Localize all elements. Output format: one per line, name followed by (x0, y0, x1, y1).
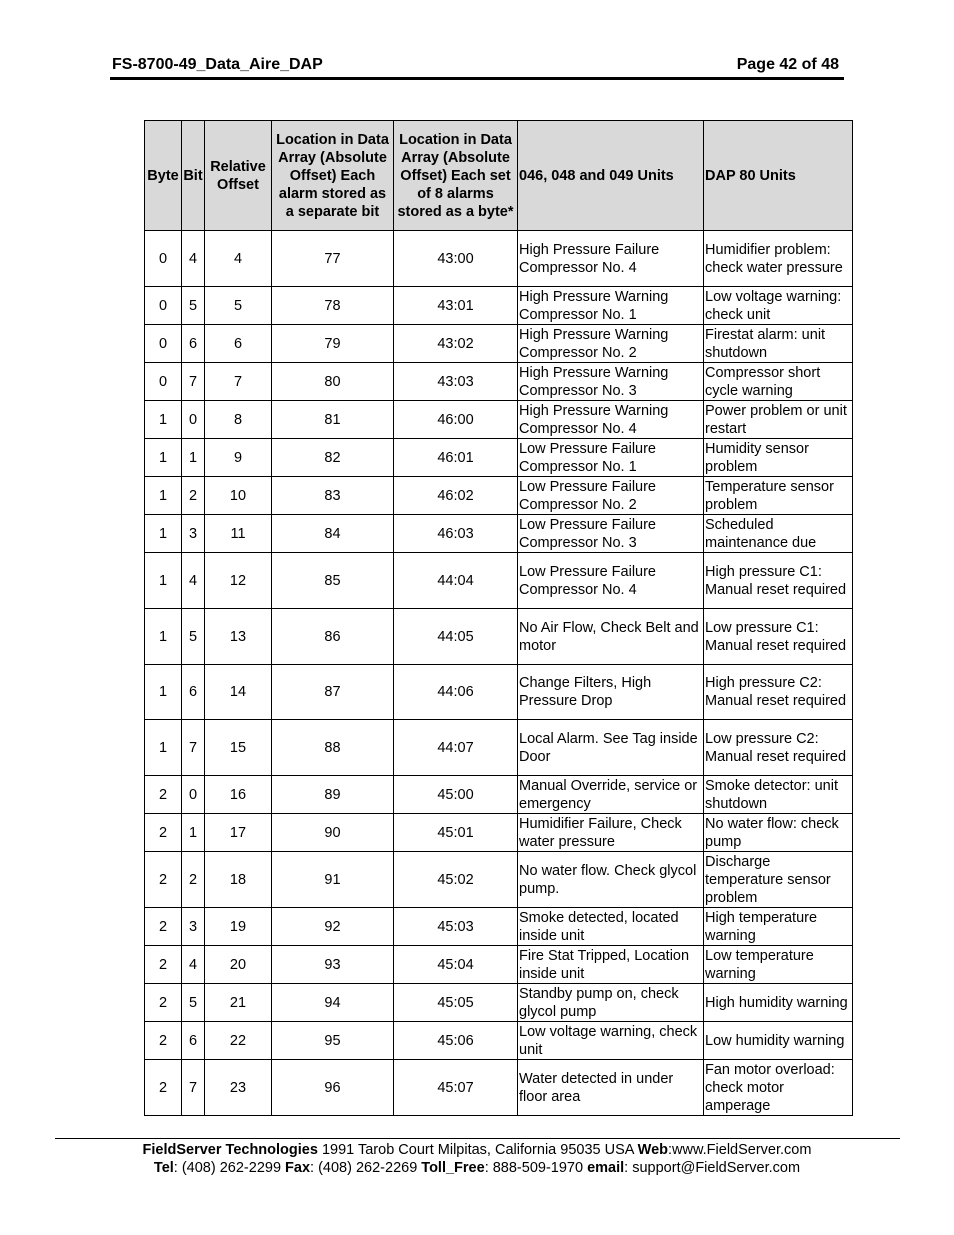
cell-byte-location: 46:00 (394, 401, 518, 439)
cell-relative-offset: 6 (205, 325, 272, 363)
cell-byte-location: 45:06 (394, 1022, 518, 1060)
cell-relative-offset: 23 (205, 1060, 272, 1116)
cell-bit-location: 95 (272, 1022, 394, 1060)
cell-046-units: Water detected in under floor area (518, 1060, 704, 1116)
table-row (145, 439, 853, 477)
cell-bit: 2 (182, 477, 205, 515)
cell-relative-offset: 14 (205, 665, 272, 720)
cell-bit-location: 77 (272, 231, 394, 287)
footer-address: 1991 Tarob Court Milpitas, California 95035 USA (317, 1142, 638, 1158)
cell-relative-offset: 10 (205, 477, 272, 515)
table-row (145, 231, 853, 287)
cell-046-units: High Pressure Warning Compressor No. 2 (518, 325, 704, 363)
table-row (145, 363, 853, 401)
cell-046-units: Change Filters, High Pressure Drop (518, 665, 704, 720)
cell-bit: 6 (182, 325, 205, 363)
cell-byte: 2 (145, 776, 182, 814)
cell-byte-location: 45:01 (394, 814, 518, 852)
cell-byte: 1 (145, 515, 182, 553)
cell-byte: 1 (145, 401, 182, 439)
cell-byte: 1 (145, 477, 182, 515)
cell-dap80-units: Humidifier problem: check water pressure (704, 231, 853, 287)
table-row (145, 287, 853, 325)
cell-byte-location: 43:00 (394, 231, 518, 287)
table-row (145, 1060, 853, 1116)
cell-relative-offset: 9 (205, 439, 272, 477)
cell-byte: 1 (145, 665, 182, 720)
cell-bit: 1 (182, 814, 205, 852)
cell-dap80-units: High pressure C2: Manual reset required (704, 665, 853, 720)
cell-dap80-units: Firestat alarm: unit shutdown (704, 325, 853, 363)
cell-byte: 2 (145, 1060, 182, 1116)
cell-046-units: Low Pressure Failure Compressor No. 4 (518, 553, 704, 609)
cell-byte-location: 45:05 (394, 984, 518, 1022)
cell-byte-location: 43:01 (394, 287, 518, 325)
header-bit-location: Location in Data Array (Absolute Offset) Each alarm stored as a separate bit (272, 121, 394, 231)
table-body (145, 231, 853, 1116)
table-row (145, 984, 853, 1022)
cell-relative-offset: 7 (205, 363, 272, 401)
cell-byte-location: 44:06 (394, 665, 518, 720)
cell-bit-location: 94 (272, 984, 394, 1022)
cell-bit-location: 92 (272, 908, 394, 946)
cell-relative-offset: 19 (205, 908, 272, 946)
cell-byte: 0 (145, 363, 182, 401)
table-row (145, 515, 853, 553)
cell-bit: 5 (182, 287, 205, 325)
footer-fax-value: : (408) 262-2269 (310, 1160, 422, 1176)
header-dap80-units: DAP 80 Units (704, 121, 853, 231)
cell-dap80-units: Smoke detector: unit shutdown (704, 776, 853, 814)
cell-dap80-units: Fan motor overload: check motor amperage (704, 1060, 853, 1116)
cell-byte-location: 46:03 (394, 515, 518, 553)
cell-046-units: Low Pressure Failure Compressor No. 3 (518, 515, 704, 553)
cell-relative-offset: 16 (205, 776, 272, 814)
cell-046-units: Humidifier Failure, Check water pressure (518, 814, 704, 852)
cell-bit: 4 (182, 231, 205, 287)
cell-046-units: Smoke detected, located inside unit (518, 908, 704, 946)
cell-bit-location: 86 (272, 609, 394, 665)
footer-web-value: :www.FieldServer.com (668, 1142, 812, 1158)
cell-byte-location: 46:02 (394, 477, 518, 515)
table-row (145, 908, 853, 946)
cell-relative-offset: 20 (205, 946, 272, 984)
cell-bit-location: 85 (272, 553, 394, 609)
cell-bit: 3 (182, 515, 205, 553)
cell-046-units: High Pressure Failure Compressor No. 4 (518, 231, 704, 287)
cell-bit: 3 (182, 908, 205, 946)
cell-bit: 7 (182, 363, 205, 401)
table-row (145, 553, 853, 609)
cell-bit: 6 (182, 1022, 205, 1060)
cell-bit-location: 93 (272, 946, 394, 984)
cell-dap80-units: High pressure C1: Manual reset required (704, 553, 853, 609)
cell-byte-location: 45:04 (394, 946, 518, 984)
table-row (145, 720, 853, 776)
cell-relative-offset: 12 (205, 553, 272, 609)
cell-046-units: Low Pressure Failure Compressor No. 2 (518, 477, 704, 515)
cell-bit-location: 81 (272, 401, 394, 439)
cell-dap80-units: Low pressure C2: Manual reset required (704, 720, 853, 776)
table-row (145, 665, 853, 720)
table-row (145, 477, 853, 515)
footer-email-value: : support@FieldServer.com (624, 1160, 801, 1176)
cell-relative-offset: 17 (205, 814, 272, 852)
cell-bit: 4 (182, 946, 205, 984)
cell-bit-location: 82 (272, 439, 394, 477)
cell-bit-location: 88 (272, 720, 394, 776)
cell-byte: 2 (145, 908, 182, 946)
cell-byte: 2 (145, 1022, 182, 1060)
footer-line-1 (0, 1142, 954, 1158)
page-number: Page 42 of 48 (736, 56, 839, 73)
cell-byte: 1 (145, 553, 182, 609)
header-bit: Bit (182, 121, 205, 231)
footer-toll-label: Toll_Free (421, 1160, 485, 1176)
table-row (145, 325, 853, 363)
cell-byte-location: 45:00 (394, 776, 518, 814)
cell-dap80-units: High humidity warning (704, 984, 853, 1022)
cell-046-units: No Air Flow, Check Belt and motor (518, 609, 704, 665)
cell-dap80-units: Discharge temperature sensor problem (704, 852, 853, 908)
cell-byte-location: 44:05 (394, 609, 518, 665)
table-row (145, 776, 853, 814)
header-relative-offset: Relative Offset (205, 121, 272, 231)
cell-byte-location: 45:02 (394, 852, 518, 908)
cell-dap80-units: Scheduled maintenance due (704, 515, 853, 553)
footer-tel-label: Tel (153, 1160, 174, 1176)
cell-046-units: No water flow. Check glycol pump. (518, 852, 704, 908)
cell-bit-location: 90 (272, 814, 394, 852)
cell-byte: 1 (145, 439, 182, 477)
cell-relative-offset: 18 (205, 852, 272, 908)
cell-dap80-units: Power problem or unit restart (704, 401, 853, 439)
cell-046-units: Local Alarm. See Tag inside Door (518, 720, 704, 776)
cell-046-units: High Pressure Warning Compressor No. 3 (518, 363, 704, 401)
cell-bit: 7 (182, 1060, 205, 1116)
table-header-row (145, 121, 853, 231)
cell-relative-offset: 8 (205, 401, 272, 439)
cell-046-units: Fire Stat Tripped, Location inside unit (518, 946, 704, 984)
cell-bit: 6 (182, 665, 205, 720)
cell-dap80-units: Low voltage warning: check unit (704, 287, 853, 325)
cell-dap80-units: Compressor short cycle warning (704, 363, 853, 401)
cell-bit-location: 78 (272, 287, 394, 325)
cell-byte-location: 43:03 (394, 363, 518, 401)
cell-byte: 2 (145, 984, 182, 1022)
cell-byte-location: 43:02 (394, 325, 518, 363)
alarm-table (144, 120, 853, 1116)
cell-bit-location: 84 (272, 515, 394, 553)
cell-dap80-units: High temperature warning (704, 908, 853, 946)
cell-relative-offset: 5 (205, 287, 272, 325)
cell-byte: 2 (145, 946, 182, 984)
table-row (145, 814, 853, 852)
cell-byte: 1 (145, 720, 182, 776)
cell-byte: 0 (145, 231, 182, 287)
cell-byte: 1 (145, 609, 182, 665)
footer-toll-value: : 888-509-1970 (484, 1160, 588, 1176)
cell-046-units: High Pressure Warning Compressor No. 4 (518, 401, 704, 439)
header-byte-location: Location in Data Array (Absolute Offset) Each set of 8 alarms stored as a byte* (394, 121, 518, 231)
header-046-units: 046, 048 and 049 Units (518, 121, 704, 231)
cell-bit: 0 (182, 401, 205, 439)
footer-email-label: email (587, 1160, 625, 1176)
cell-byte: 2 (145, 814, 182, 852)
cell-dap80-units: No water flow: check pump (704, 814, 853, 852)
cell-bit-location: 83 (272, 477, 394, 515)
cell-relative-offset: 21 (205, 984, 272, 1022)
cell-byte-location: 44:07 (394, 720, 518, 776)
cell-byte: 0 (145, 325, 182, 363)
cell-bit: 0 (182, 776, 205, 814)
cell-046-units: Low voltage warning, check unit (518, 1022, 704, 1060)
cell-dap80-units: Low humidity warning (704, 1022, 853, 1060)
cell-byte-location: 44:04 (394, 553, 518, 609)
cell-byte-location: 45:07 (394, 1060, 518, 1116)
cell-byte-location: 46:01 (394, 439, 518, 477)
cell-bit-location: 87 (272, 665, 394, 720)
cell-046-units: High Pressure Warning Compressor No. 1 (518, 287, 704, 325)
cell-bit-location: 96 (272, 1060, 394, 1116)
cell-046-units: Standby pump on, check glycol pump (518, 984, 704, 1022)
table-row (145, 946, 853, 984)
cell-bit: 5 (182, 609, 205, 665)
cell-byte: 2 (145, 852, 182, 908)
cell-bit: 2 (182, 852, 205, 908)
footer-web-label: Web (637, 1142, 669, 1158)
table-row (145, 401, 853, 439)
cell-relative-offset: 22 (205, 1022, 272, 1060)
footer-fax-label: Fax (285, 1160, 311, 1176)
cell-bit: 1 (182, 439, 205, 477)
cell-byte-location: 45:03 (394, 908, 518, 946)
cell-relative-offset: 11 (205, 515, 272, 553)
table-row (145, 852, 853, 908)
cell-046-units: Low Pressure Failure Compressor No. 1 (518, 439, 704, 477)
header-rule (110, 77, 844, 80)
table-row (145, 609, 853, 665)
document-id: FS-8700-49_Data_Aire_DAP (112, 56, 323, 73)
cell-relative-offset: 13 (205, 609, 272, 665)
cell-bit-location: 80 (272, 363, 394, 401)
cell-bit: 4 (182, 553, 205, 609)
footer-tel-value: : (408) 262-2299 (173, 1160, 286, 1176)
cell-dap80-units: Humidity sensor problem (704, 439, 853, 477)
footer-rule (55, 1138, 900, 1139)
cell-bit-location: 91 (272, 852, 394, 908)
cell-bit: 5 (182, 984, 205, 1022)
cell-bit-location: 89 (272, 776, 394, 814)
cell-relative-offset: 15 (205, 720, 272, 776)
cell-relative-offset: 4 (205, 231, 272, 287)
cell-dap80-units: Low temperature warning (704, 946, 853, 984)
footer-company: FieldServer Technologies (142, 1142, 318, 1158)
cell-046-units: Manual Override, service or emergency (518, 776, 704, 814)
footer-line-2 (0, 1160, 954, 1176)
cell-dap80-units: Low pressure C1: Manual reset required (704, 609, 853, 665)
cell-byte: 0 (145, 287, 182, 325)
cell-dap80-units: Temperature sensor problem (704, 477, 853, 515)
table-row (145, 1022, 853, 1060)
cell-bit-location: 79 (272, 325, 394, 363)
header-byte: Byte (145, 121, 182, 231)
cell-bit: 7 (182, 720, 205, 776)
